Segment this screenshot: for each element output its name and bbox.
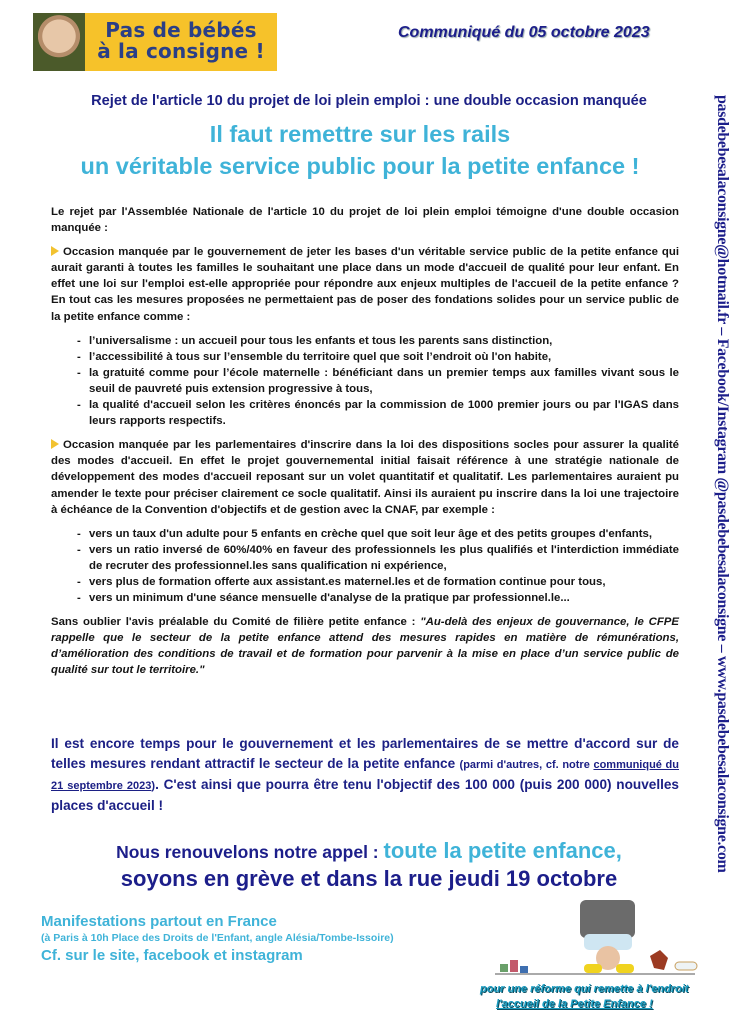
cfpe-quote: "Au-delà des enjeux de gouvernance, le CFPE rappelle que le secteur de la petite enfance attend des mesures rapides en matière de rémunérations, d’amélioration des conditions de travail et de formation pour parvenir à la mise en place d’un service public de qualité sur tout le territoire." (51, 616, 679, 677)
list-item: - la qualité d'accueil selon les critères énoncés par la commission de 1000 premier jours ou par l'IGAS dans leurs rapports respectifs. (77, 397, 679, 429)
logo-text-line1: Pas de bébés (105, 18, 257, 42)
point1-text: Occasion manquée par le gouvernement de jeter les bases d'un véritable service public de la petite enfance qui aurait garanti à toutes les familles le souhaitant une place dans un mode d'accueil de qualité pour leur enfant. En effet une loi sur l'emploi est-elle appropriée pour répondre aux enjeux multiples de l'accueil de la petite enfance ? En tout cas les mesures proposées ne permettaient pas de poser des fondations solides pour un service public de la petite enfance comme : (51, 246, 679, 323)
upside-down-baby-illustration (480, 900, 710, 980)
logo-text (85, 13, 277, 71)
appeal-highlight: toute la petite enfance, (383, 838, 622, 863)
logo-banner (33, 13, 277, 71)
vertical-contact-text: pasdebebesalaconsigne@hotmail.fr – Facebook/Instagram @pasdebebesalaconsigne – www.pasdebebesalaconsigne.com (714, 95, 731, 873)
point1-paragraph (51, 244, 679, 324)
call-part2: . C'est ainsi que pourra être tenu l'objectif des 100 000 (puis 200 000) nouvelles places d'accueil ! (51, 777, 679, 813)
headline-line2: un véritable service public pour la petite enfance ! (80, 153, 640, 179)
intro-paragraph: Le rejet par l'Assemblée Nationale de l'article 10 du projet de loi plein emploi témoigne d'une double occasion manquée : (51, 206, 679, 235)
body-text (51, 204, 679, 687)
manif-line3: Cf. sur le site, facebook et instagram (41, 947, 303, 964)
list-item: - vers un minimum d'une séance mensuelle d'analyse de la pratique par professionnel.le... (77, 590, 679, 606)
list-item: - vers un ratio inversé de 60%/40% en faveur des professionnels les plus qualifiés et l'interdiction immédiate de recruter des professionnel.les sans qualification ni expérience, (77, 542, 679, 574)
call-paragraph (51, 734, 679, 816)
list-item: - vers un taux d'un adulte pour 5 enfants en crèche quel que soit leur âge et des petits groupes d'enfants, (77, 526, 679, 542)
appeal-line2: soyons en grève et dans la rue jeudi 19 octobre (120, 866, 618, 891)
teddy-bear (650, 950, 668, 970)
baby-shoe-left (584, 964, 602, 973)
toy-block (500, 964, 508, 972)
logo-text-line2: à la consigne ! (97, 39, 265, 63)
list-item: - vers plus de formation offerte aux assistant.es maternel.les et de formation continue pour tous, (77, 574, 679, 590)
quote-intro: Sans oublier l'avis préalable du Comité de filière petite enfance : (51, 616, 421, 629)
quote-paragraph (51, 614, 679, 678)
arrow-bullet-icon (51, 439, 59, 449)
point2-text: Occasion manquée par les parlementaires d'inscrire dans la loi des dispositions socles pour assurer la qualité des modes d'accueil. En effet le projet gouvernemental initial faisait référence à une stratégie nationale de développement des modes d'accueil reposant sur un volet quantitatif et qualitatif. Les parlementaires auraient pu amender le texte pour préciser clairement ce socle qualitatif. Ainsi ils auraient pu inscrire dans la loi une trajectoire à échéance de la Convention d'objectifs et de gestion avec la CNAF, par exemple : (51, 439, 679, 516)
manif-line1: Manifestations partout en France (41, 913, 277, 930)
baby-bottle (675, 962, 697, 970)
baby-shorts (580, 900, 635, 938)
baby-photo (33, 13, 85, 71)
communique-link[interactable]: communiqué du 21 septembre 2023 (51, 759, 679, 792)
illustration-caption (480, 982, 725, 1012)
appeal-lead: Nous renouvelons notre appel : (116, 842, 384, 862)
caption-line2: l'accueil de la Petite Enfance ! (496, 998, 653, 1010)
baby-shoe-right (616, 964, 634, 973)
headline-line1: Il faut remettre sur les rails (209, 121, 511, 147)
toy-block (510, 960, 518, 972)
list-item: - l’universalisme : un accueil pour tous les enfants et tous les parents sans distinction, (77, 333, 679, 349)
subtitle: Rejet de l'article 10 du projet de loi plein emploi : une double occasion manquée (91, 93, 647, 109)
toy-block (520, 966, 528, 973)
list-item: - la gratuité comme pour l’école maternelle : bénéficiant dans un premier temps aux familles vivant sous le seuil de pauvreté puis extension progressive à tous, (77, 365, 679, 397)
communique-date: Communiqué du 05 octobre 2023 (398, 24, 650, 41)
point2-list (51, 526, 679, 606)
call-small-pre: (parmi d'autres, cf. notre (459, 759, 594, 771)
manif-line2: (à Paris à 10h Place des Droits de l'Enfant, angle Alésia/Tombe-Issoire) (41, 932, 394, 944)
appeal-line1 (0, 838, 738, 864)
vertical-contact-strip (707, 95, 733, 955)
point1-list (51, 333, 679, 430)
call-part1: Il est encore temps pour le gouvernement et les parlementaires de se mettre d'accord sur de telles mesures rendant attractif le secteur de la petite enfance (51, 736, 679, 771)
call-small-post: ) (151, 780, 156, 792)
list-item: - l’accessibilité à tous sur l’ensemble du territoire quel que soit l’endroit où l'on habite, (77, 349, 679, 365)
manifestations-block (41, 912, 394, 966)
caption-line1: pour une réforme qui remette à l'endroit (480, 983, 689, 995)
headline (0, 118, 720, 182)
point2-paragraph (51, 437, 679, 517)
arrow-bullet-icon (51, 246, 59, 256)
